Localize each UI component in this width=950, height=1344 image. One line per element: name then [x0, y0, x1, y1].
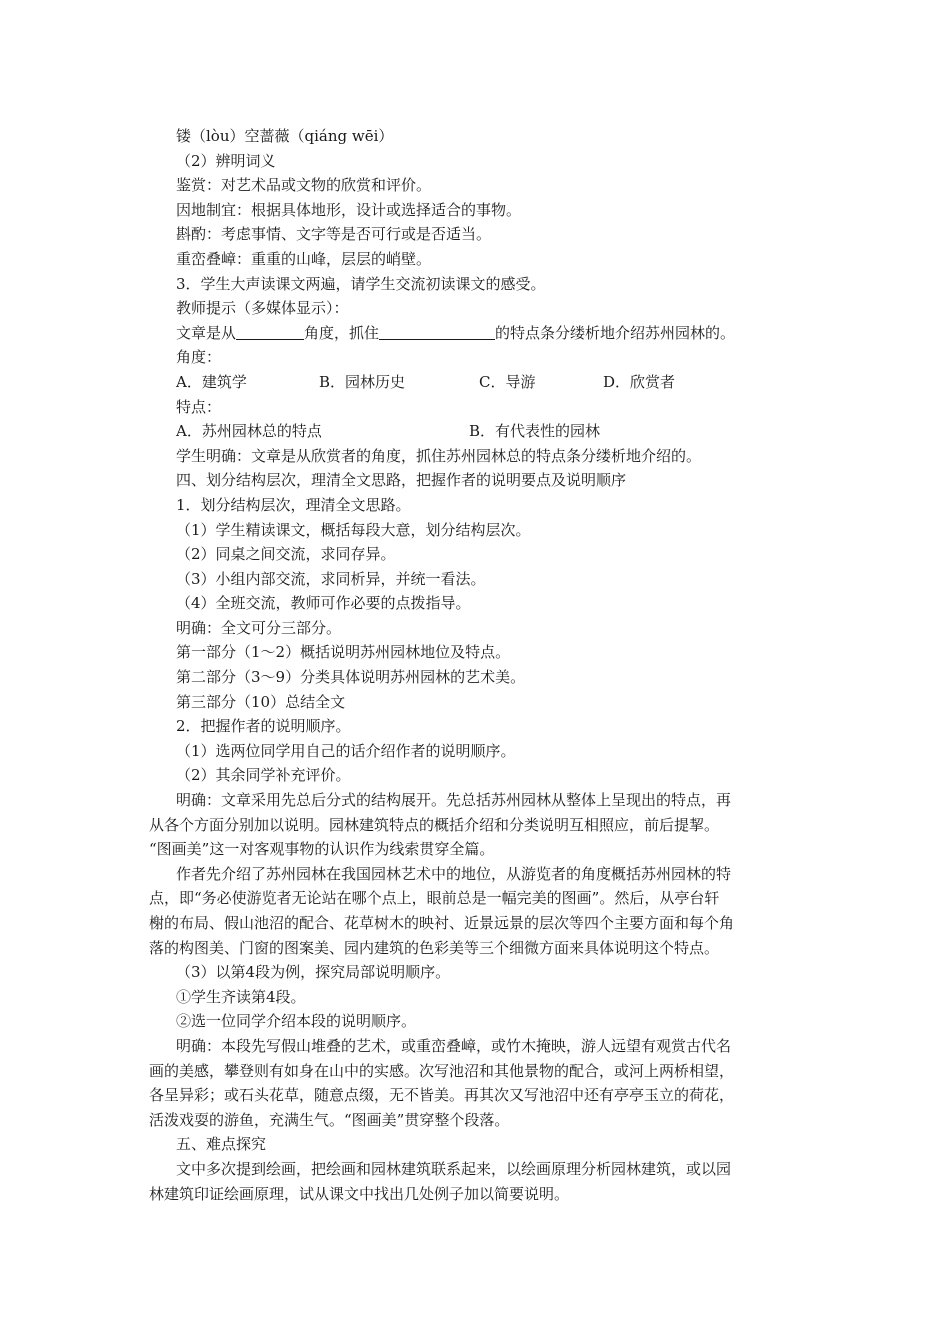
paragraph: 文中多次提到绘画，把绘画和园林建筑联系起来，以绘画原理分析园林建筑，或以园 林建筑印证绘画原理，试从课文中找出几处例子加以简要说明。 [149, 1159, 732, 1203]
answer-blank [236, 323, 304, 340]
answer-line: 明确：全文可分三部分。 [176, 618, 342, 637]
step-line: 1．划分结构层次，理清全文思路。 [176, 495, 411, 514]
section-heading: 五、难点探究 [176, 1135, 267, 1154]
step-line: （1）学生精读课文，概括每段大意，划分结构层次。 [176, 520, 531, 539]
definition-line: 因地制宜：根据具体地形，设计或选择适合的事物。 [176, 200, 522, 219]
step-line: （2）同桌之间交流，求同存异。 [176, 545, 396, 564]
options-row [176, 370, 786, 395]
paragraph: 作者先介绍了苏州园林在我国园林艺术中的地位，从游览者的角度概括苏州园林的特 点，即“务必使游览者无论站在哪个点上，眼前总是一幅完美的图画”。然后，从亭台轩 榭的布局、假山池沼的配合、花草树木的映衬、近景远景的层次等四个主要方面和每个角 落的构图美、门窗的图案美、园内建筑的色彩美等三个细微方面来具体说明这个特点。 [149, 864, 735, 957]
options-row [176, 419, 786, 444]
option-item: B．有代表性的园林 [469, 422, 601, 441]
definition-line: 斟酌：考虑事情、文字等是否可行或是否适当。 [176, 225, 492, 244]
step-line: ①学生齐读第4段。 [176, 987, 306, 1006]
section-heading: （2）辨明词义 [176, 151, 276, 170]
option-item: B．园林历史 [319, 372, 406, 391]
option-item: C．导游 [479, 372, 536, 391]
structure-line: 第二部分（3～9）分类具体说明苏州园林的艺术美。 [176, 668, 526, 687]
step-line: （1）选两位同学用自己的话介绍作者的说明顺序。 [176, 741, 516, 760]
step-line: （3）以第4段为例，探究局部说明顺序。 [176, 963, 451, 982]
structure-line: 第三部分（10）总结全文 [176, 692, 346, 711]
structure-line: 第一部分（1～2）概括说明苏州园林地位及特点。 [176, 643, 511, 662]
instruction-line: 3．学生大声读课文两遍，请学生交流初读课文的感受。 [176, 274, 546, 293]
option-item: A．苏州园林总的特点 [176, 422, 322, 441]
answer-blank [379, 323, 495, 340]
step-line: （2）其余同学补充评价。 [176, 766, 351, 785]
definition-line: 重峦叠嶂：重重的山峰，层层的峭壁。 [176, 249, 432, 268]
step-line: ②选一位同学介绍本段的说明顺序。 [176, 1012, 417, 1031]
paragraph: 明确：本段先写假山堆叠的艺术，或重峦叠嶂，或竹木掩映，游人远望有观赏古代名 画的美感，攀登则有如身在山中的实感。次写池沼和其他景物的配合，或河上两桥相望， 各呈异彩；或石头花草，随意点缀，无不皆美。再其次又写池沼中还有亭亭玉立的荷花， 活泼戏耍的游鱼，充满生气。“图画美”贯穿整个段落。 [149, 1036, 735, 1129]
option-item: D．欣赏者 [603, 372, 676, 391]
options-label: 特点： [176, 397, 222, 416]
step-line: （3）小组内部交流，求同析异，并统一看法。 [176, 569, 486, 588]
teacher-hint-label: 教师提示（多媒体显示）： [176, 299, 349, 318]
document-body [149, 124, 786, 1206]
fill-in-question: 文章是从 角度，抓住 的特点条分缕析地介绍苏州园林的。 [176, 323, 736, 342]
answer-line: 学生明确：文章是从欣赏者的角度，抓住苏州园林总的特点条分缕析地介绍的。 [176, 446, 702, 465]
definition-line: 鉴赏：对艺术品或文物的欣赏和评价。 [176, 176, 432, 195]
pinyin-line: 镂（lòu）空蔷薇（qiáng wēi） [176, 127, 394, 145]
step-line: （4）全班交流，教师可作必要的点拨指导。 [176, 594, 471, 613]
options-label: 角度： [176, 348, 222, 367]
section-heading: 四、划分结构层次，理清全文思路，把握作者的说明要点及说明顺序 [176, 471, 627, 490]
paragraph: 明确：文章采用先总后分式的结构展开。先总括苏州园林从整体上呈现出的特点，再 从各个方面分别加以说明。园林建筑特点的概括介绍和分类说明互相照应，前后提挈。 “图画美”这一对客观事物的认识作为线索贯穿全篇。 [149, 791, 732, 859]
step-line: 2．把握作者的说明顺序。 [176, 717, 351, 736]
option-item: A．建筑学 [176, 372, 247, 391]
